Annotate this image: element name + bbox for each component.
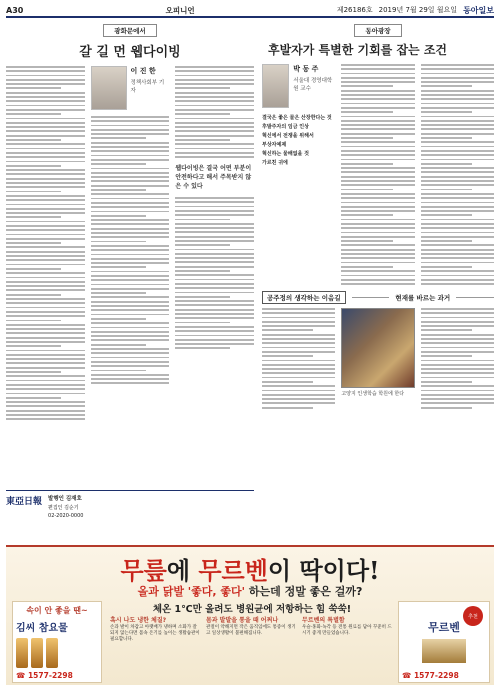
- text-column: [6, 66, 85, 420]
- text-column: [341, 64, 414, 285]
- text-column: [421, 308, 494, 409]
- sidebar-item: 후발주자의 임금 인상: [262, 124, 309, 130]
- ad-right-phone[interactable]: ☎ 1577-2298: [402, 671, 459, 680]
- column-body: [6, 66, 254, 420]
- text-column: [175, 66, 254, 420]
- sub-section-header: [262, 291, 494, 304]
- column-label: 동아광장: [354, 24, 401, 37]
- author-photo: [262, 64, 289, 108]
- advertisement[interactable]: [6, 545, 494, 685]
- newspaper-name: 東亞日報: [6, 497, 43, 507]
- byline: [91, 66, 170, 110]
- contact-phone: 02-2020-0000: [48, 513, 84, 519]
- editor: 편집인 김순기: [48, 505, 79, 511]
- author-title: 서울대 경영대학원 교수: [293, 78, 333, 92]
- product-box-icon: [422, 639, 466, 663]
- column-headline: 갈 길 먼 웹다이빙: [79, 45, 181, 60]
- author-name: 이 진 한: [130, 67, 156, 75]
- column-headline: 후발자가 특별한 기회를 잡는 조건: [268, 43, 448, 57]
- ad-right-brand: 무르벤: [428, 621, 460, 634]
- ad-body-col: 몸과 발발을 통을 때 어쩌나 관절이 약해지면 작은 움직임에도 통증이 생기고 일상생활이 불편해집니다.: [206, 617, 296, 636]
- ad-product-right[interactable]: [398, 601, 490, 683]
- ad-body-col: 무르벤의 특별함 우슬·홍화·녹각 등 전통 원료를 담아 꾸준히 드시기 좋게 만들었습니다.: [302, 617, 392, 636]
- page-header: [6, 4, 494, 18]
- sidebar-list: [262, 114, 335, 168]
- photo-caption: 고양지 인생학습 학원에 한다: [341, 390, 405, 397]
- ad-product-left[interactable]: [12, 601, 102, 683]
- left-column: [6, 22, 254, 542]
- publisher: 발행인 김재호: [48, 496, 82, 502]
- sidebar-item: 가르친 귀에: [262, 160, 288, 166]
- ad-left-phone[interactable]: ☎ 1577-2298: [16, 671, 73, 680]
- pull-quote: 웹다이빙은 결국 어떤 부분이 안전하다고 해서 주목받지 않은 수 있다: [175, 165, 252, 191]
- sidebar-item: 부상자예제: [262, 142, 287, 148]
- ad-body-col: 혹시 나도 냉한 체질? 손과 발이 차갑고 아랫배가 냉하며 소화가 잘 되지 않는다면 몸속 온기를 높이는 생활습관이 필요합니다.: [110, 617, 200, 642]
- newspaper-logo: 동아일보: [463, 5, 494, 15]
- ad-body-headline: 체온 1℃만 올려도 병원균에 저항하는 힘 쑥쑥!: [152, 604, 352, 615]
- column-label: 광화문에서: [103, 24, 156, 37]
- issue-meta: [337, 5, 494, 16]
- sidebar-item: 혁신하는 물배없을 것: [262, 151, 309, 157]
- ad-left-product: 김씨 참요물: [16, 623, 68, 634]
- text-column: [262, 308, 335, 409]
- article-photo: [341, 308, 414, 388]
- text-column: [421, 64, 494, 285]
- text-column: [91, 66, 170, 420]
- author-photo: [91, 66, 127, 110]
- newspaper-info: [6, 490, 254, 534]
- ad-title: 무릎에 무르벤이 딱이다!: [120, 556, 380, 585]
- sub-section-title: 현재를 바르는 과거: [395, 293, 451, 302]
- section-title: 오피니언: [165, 5, 195, 15]
- issue-number: 제26186호: [336, 6, 373, 14]
- ad-body: [110, 601, 394, 683]
- column-body: [262, 64, 494, 285]
- sidebar: [262, 64, 335, 285]
- author-name: 박 동 주: [293, 65, 319, 73]
- right-column: [262, 22, 494, 542]
- byline: [262, 64, 335, 108]
- sidebar-item: 결국은 좋은 물은 산장한다는 것: [262, 115, 332, 121]
- sidebar-item: 혁신에서 전쟁을 위해서: [262, 133, 314, 139]
- ad-subtitle: 올과 닭발 '좋다, 좋다' 하는데 정말 좋은 걸까?: [137, 585, 363, 598]
- badge-icon: 추천: [463, 606, 483, 626]
- author-title: 정책사회부 기자: [130, 80, 165, 94]
- ad-left-tag: 속이 안 좋을 땐~: [26, 606, 88, 615]
- sub-section-tag: 공주정의 생각하는 이음길: [262, 291, 346, 304]
- bottle-icon: [16, 638, 98, 668]
- page-number: A30: [6, 5, 24, 15]
- issue-date: 2019년 7월 29일 월요일: [378, 6, 458, 14]
